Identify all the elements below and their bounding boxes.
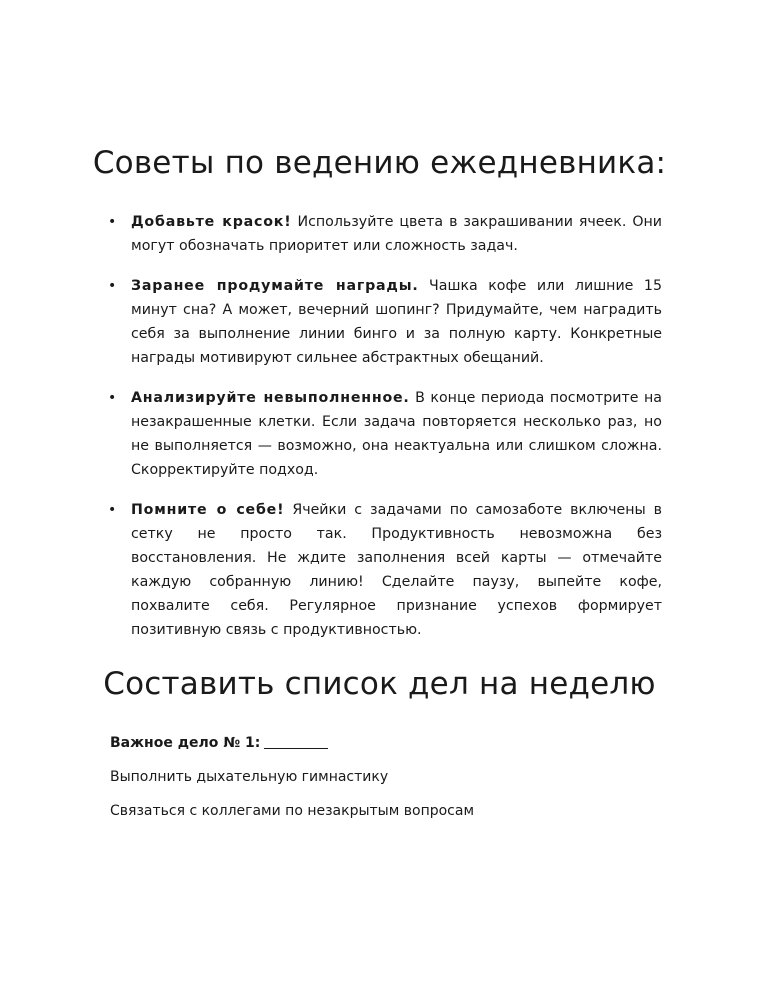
tip-text: Ячейки с задачами по самозаботе включены в сетку не просто так. Продуктивность невозможна без восстановления. Не ждите заполнения всей карты — отмечайте каждую собранную линию! Сделайте паузу, выпейте кофе, похвалите себя. Регулярное признание успехов формирует позитивную связь с продуктивностью. — [131, 502, 662, 638]
todo-task: Выполнить дыхательную гимнастику — [110, 769, 389, 785]
tip-item — [108, 210, 662, 258]
tip-lead: Помните о себе! — [131, 502, 285, 518]
todo-task: Связаться с коллегами по незакрытым вопросам — [110, 803, 475, 819]
tip-text: Чашка кофе или лишние 15 минут сна? А может, вечерний шопинг? Придумайте, чем наградить себя за выполнение линии бинго и за полную карту. Конкретные награды мотивируют сильнее абстрактных обещаний. — [131, 278, 662, 366]
tip-item — [108, 386, 662, 482]
tip-lead: Заранее продумайте награды. — [131, 278, 419, 294]
tip-item — [108, 498, 662, 642]
bullet: • — [108, 502, 117, 518]
todo-title: Составить список дел на неделю — [103, 666, 656, 702]
tip-item — [108, 274, 662, 370]
bullet: • — [108, 390, 117, 406]
tip-text: В конце периода посмотрите на незакрашенные клетки. Если задача повторяется несколько раз, но не выполняется — возможно, она неактуальна или слишком сложна. Скорректируйте подход. — [131, 390, 662, 478]
bullet: • — [108, 214, 117, 230]
tip-lead: Добавьте красок! — [131, 214, 292, 230]
tips-list — [108, 210, 662, 658]
tips-title: Советы по ведению ежедневника: — [92, 145, 667, 181]
important-task-blank[interactable] — [264, 747, 328, 749]
todo-list — [110, 735, 670, 835]
important-task-line — [110, 735, 670, 751]
tip-lead: Анализируйте невыполненное. — [131, 390, 410, 406]
bullet: • — [108, 278, 117, 294]
important-task-label: Важное дело № 1: — [110, 735, 261, 751]
tip-text: Используйте цвета в закрашивании ячеек. Они могут обозначать приоритет или сложность задач. — [131, 214, 662, 254]
